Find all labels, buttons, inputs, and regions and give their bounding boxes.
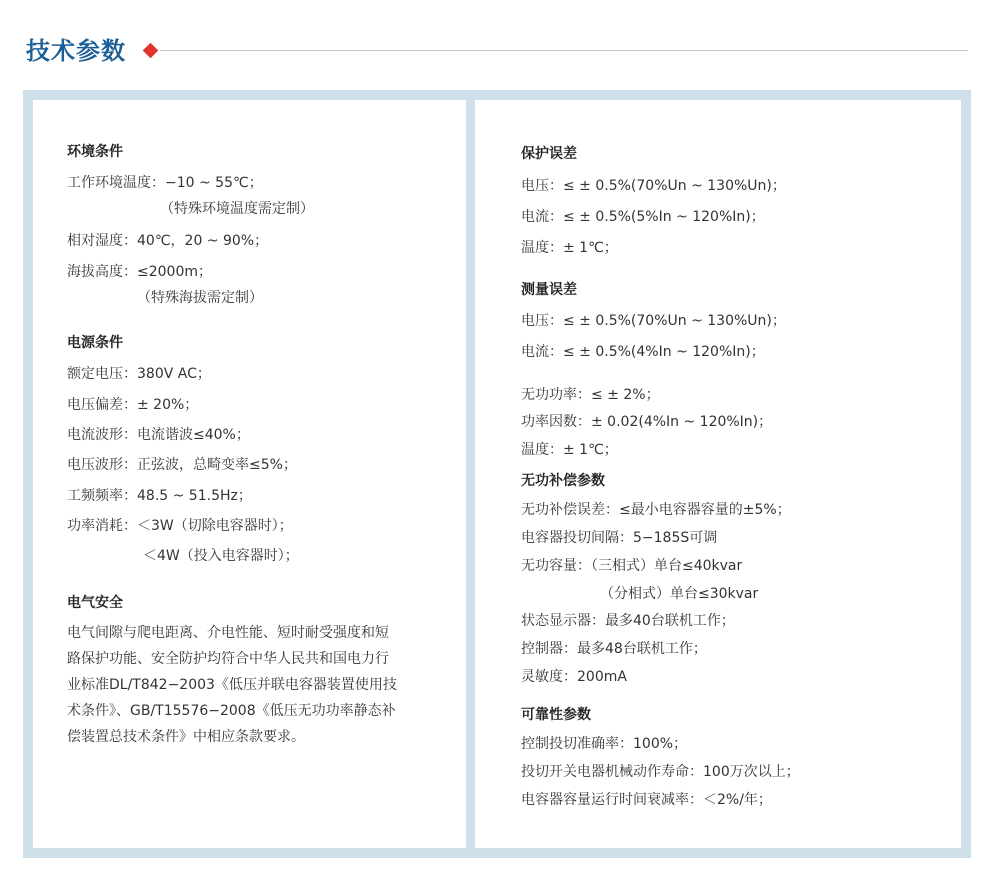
env-heading: 环境条件 <box>67 144 123 160</box>
power-heading: 电源条件 <box>67 335 123 351</box>
title-divider <box>160 50 968 51</box>
capacity-1p: （分相式）单台≤30kvar <box>600 586 759 602</box>
env-temp-note: （特殊环境温度需定制） <box>160 201 314 217</box>
power-factor: 功率因数：± 0.02(4%In ~ 120%In)； <box>521 414 773 430</box>
protect-voltage: 电压：≤ ± 0.5%(70%Un ~ 130%Un)； <box>521 178 786 194</box>
controller-count: 控制器：最多48台联机工作； <box>521 641 707 657</box>
protect-heading: 保护误差 <box>521 146 577 162</box>
rated-voltage: 额定电压：380V AC； <box>67 366 211 382</box>
safety-line: 术条件》、GB/T15576−2008《低压无功功率静态补 <box>67 703 396 719</box>
reactive-power: 无功功率：≤ ± 2%； <box>521 387 660 403</box>
protect-current: 电流：≤ ± 0.5%(5%In ~ 120%In)； <box>521 209 765 225</box>
safety-line: 电气间隙与爬电距离、介电性能、短时耐受强度和短 <box>67 625 389 641</box>
switch-life: 投切开关电器机械动作寿命：100万次以上； <box>521 764 800 780</box>
env-altitude: 海拔高度：≤2000m； <box>67 264 212 280</box>
env-altitude-note: （特殊海拔需定制） <box>137 290 263 306</box>
capacity-3p: 无功容量：（三相式）单台≤40kvar <box>521 558 743 574</box>
power-consumption-2: ＜4W（投入电容器时）； <box>143 548 299 564</box>
safety-heading: 电气安全 <box>67 595 123 611</box>
safety-paragraph <box>67 620 439 750</box>
sensitivity: 灵敏度：200mA <box>521 669 627 685</box>
measure-heading: 测量误差 <box>521 282 577 298</box>
decay-rate: 电容器容量运行时间衰减率：＜2%/年； <box>521 792 772 808</box>
voltage-waveform: 电压波形：正弦波，总畸变率≤5%； <box>67 457 297 473</box>
diamond-icon <box>143 43 159 59</box>
safety-line: 偿装置总技术条件》中相应条款要求。 <box>67 729 305 745</box>
power-consumption: 功率消耗：＜3W（切除电容器时）； <box>67 518 293 534</box>
display-count: 状态显示器：最多40台联机工作； <box>521 613 735 629</box>
switch-interval: 电容器投切间隔：5−185S可调 <box>521 530 718 546</box>
safety-line: 业标准DL/T842−2003《低压并联电容器装置使用技 <box>67 677 397 693</box>
voltage-deviation: 电压偏差：± 20%； <box>67 397 199 413</box>
measure-temp: 温度：± 1℃； <box>521 442 618 458</box>
page-title: 技术参数 <box>26 37 126 65</box>
current-waveform: 电流波形：电流谐波≤40%； <box>67 427 250 443</box>
env-temp: 工作环境温度：−10 ~ 55℃； <box>67 175 263 191</box>
frequency: 工频频率：48.5 ~ 51.5Hz； <box>67 488 252 504</box>
measure-voltage: 电压：≤ ± 0.5%(70%Un ~ 130%Un)； <box>521 313 786 329</box>
protect-temp: 温度：± 1℃； <box>521 240 618 256</box>
safety-line: 路保护功能、安全防护均符合中华人民共和国电力行 <box>67 651 389 667</box>
switch-accuracy: 控制投切准确率：100%； <box>521 736 688 752</box>
comp-heading: 无功补偿参数 <box>521 473 605 489</box>
reliability-heading: 可靠性参数 <box>521 707 591 723</box>
env-humidity: 相对湿度：40℃，20 ~ 90%； <box>67 233 269 249</box>
measure-current: 电流：≤ ± 0.5%(4%In ~ 120%In)； <box>521 344 765 360</box>
comp-error: 无功补偿误差：≤最小电容器容量的±5%； <box>521 502 791 518</box>
